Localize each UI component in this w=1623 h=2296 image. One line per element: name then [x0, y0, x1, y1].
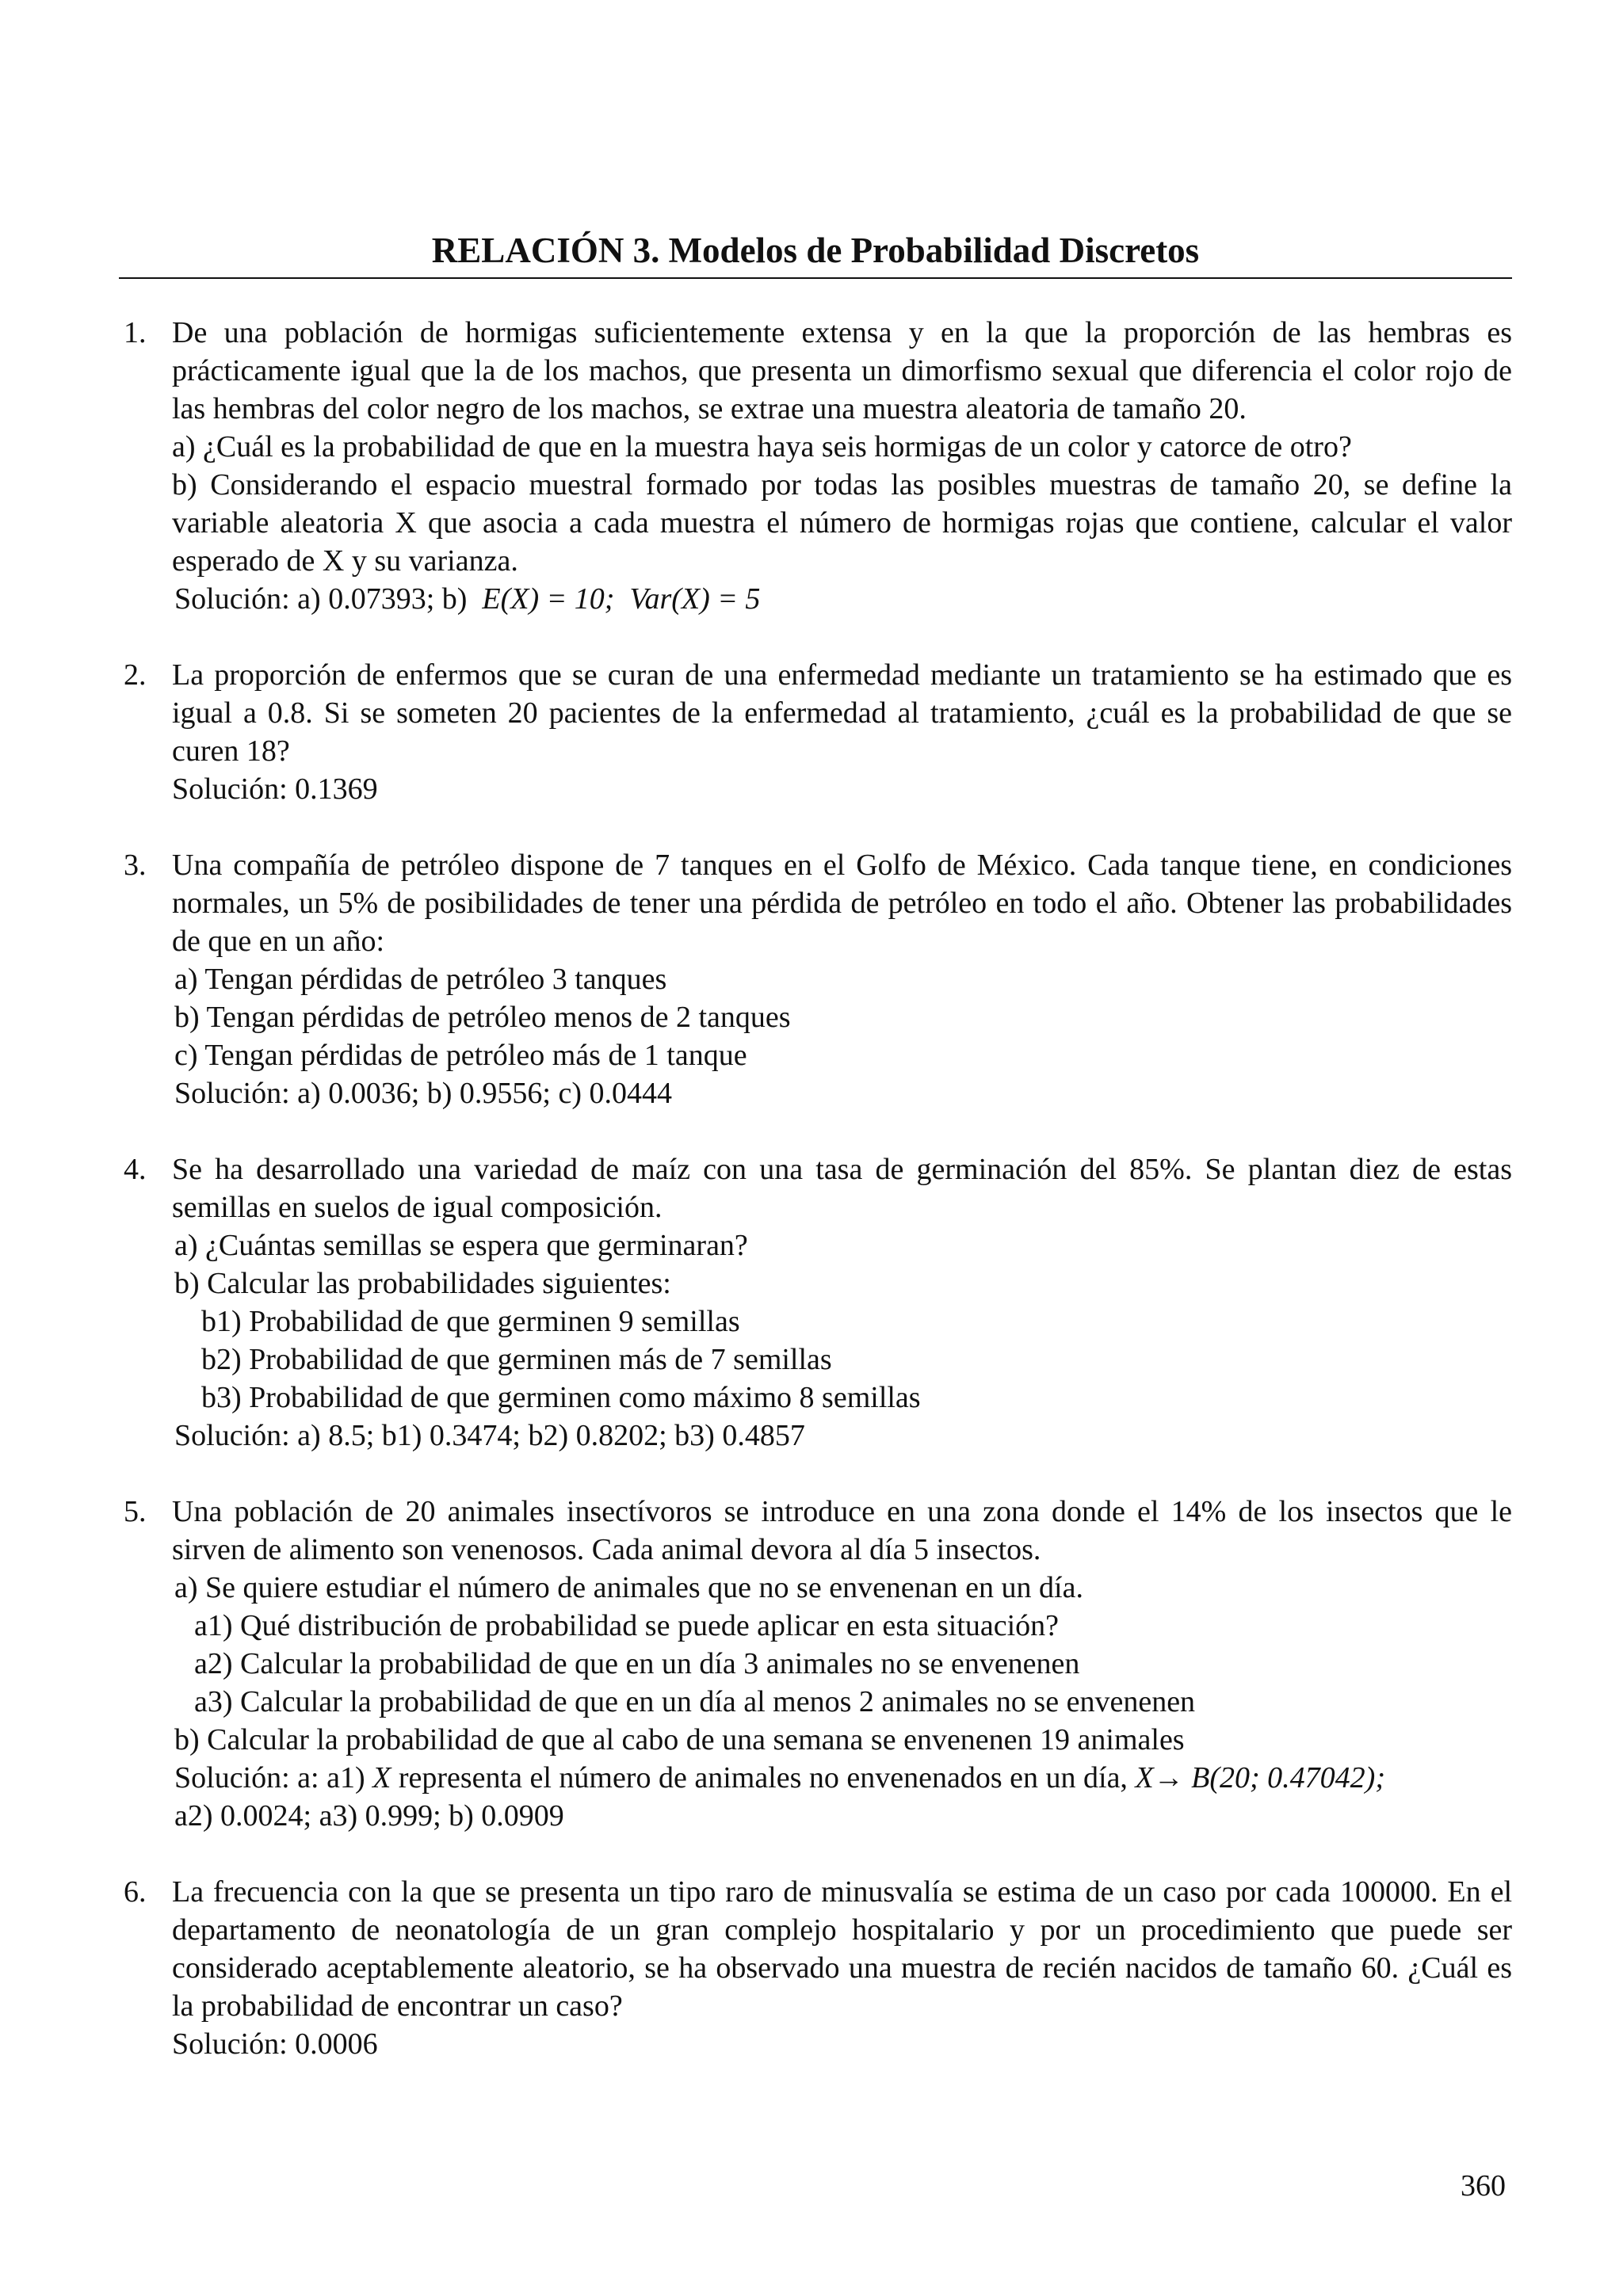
problem-item-a: a) ¿Cuántas semillas se espera que germinaran? — [174, 1229, 748, 1262]
problem-subitem-a1: a1) Qué distribución de probabilidad se puede aplicar en esta situación? — [194, 1609, 1060, 1642]
title-underline — [119, 277, 1512, 279]
problem-statement: Se ha desarrollado una variedad de maíz con una tasa de germinación del 85%. Se plantan diez de estas semillas en suelos de igual composición. — [172, 1153, 1512, 1224]
solution-text: representa el número de animales no envenenados en un día, — [398, 1761, 1128, 1794]
problem-statement: Una población de 20 animales insectívoros se introduce en una zona donde el 14% de los insectos que le sirven de alimento son venenosos. Cada animal devora al día 5 insectos. — [172, 1495, 1512, 1566]
problem-statement: De una población de hormigas suficientemente extensa y en la que la proporción de las hembras es prácticamente igual que la de los machos, que presenta un dimorfismo sexual que diferencia el color rojo de las hembras del color negro de los machos, se extrae una muestra aleatoria de tamaño 20. — [172, 316, 1512, 425]
problem-number: 5. — [124, 1495, 147, 1528]
problem-statement: La proporción de enfermos que se curan de una enfermedad mediante un tratamiento se ha estimado que es igual a 0.8. Si se someten 20 pacientes de la enfermedad al tratamiento, ¿cuál es la probabilidad de que se curen 18? — [172, 658, 1512, 768]
problem-subitem-a3: a3) Calcular la probabilidad de que en un día al menos 2 animales no se envenenen — [194, 1685, 1196, 1718]
problem-number: 2. — [124, 658, 147, 692]
solution-line — [172, 580, 1512, 618]
problem-item-a: a) Tengan pérdidas de petróleo 3 tanques — [174, 963, 667, 996]
problem-item-b: b) Calcular las probabilidades siguientes: — [174, 1267, 671, 1300]
problem-number: 1. — [124, 316, 147, 349]
problem-3 — [119, 846, 1512, 1112]
variance-formula: Var(X) = 5 — [629, 582, 761, 616]
problem-subitem-b3: b3) Probabilidad de que germinen como máximo 8 semillas — [201, 1381, 921, 1414]
distribution-formula: X→ B(20; 0.47042); — [1135, 1761, 1385, 1794]
problem-item-b: b) Considerando el espacio muestral formado por todas las posibles muestras de tamaño 20, se define la variable aleatoria X que asocia a cada muestra el número de hormigas rojas que contiene, calcular el valor esperado de X y su varianza. — [172, 468, 1512, 578]
solution-line: Solución: 0.0006 — [172, 2027, 378, 2061]
problem-subitem-b2: b2) Probabilidad de que germinen más de 7 semillas — [201, 1343, 832, 1376]
page-title: RELACIÓN 3. Modelos de Probabilidad Discretos — [431, 231, 1200, 270]
solution-line — [172, 1759, 1512, 1797]
solution-line: Solución: a) 8.5; b1) 0.3474; b2) 0.8202; b3) 0.4857 — [174, 1419, 805, 1452]
problem-1 — [119, 314, 1512, 618]
problem-subitem-b1: b1) Probabilidad de que germinen 9 semillas — [201, 1305, 740, 1338]
solution-line: Solución: 0.1369 — [172, 772, 378, 806]
problem-item-b: b) Calcular la probabilidad de que al cabo de una semana se envenenen 19 animales — [174, 1723, 1185, 1756]
solution-text: Solución: a: a1) — [174, 1761, 365, 1794]
problem-5 — [119, 1493, 1512, 1835]
solution-line-2: a2) 0.0024; a3) 0.999; b) 0.0909 — [174, 1799, 564, 1833]
problem-number: 6. — [124, 1875, 147, 1909]
page-number: 360 — [1461, 2169, 1506, 2203]
expected-value-formula: E(X) = 10; — [482, 582, 615, 616]
problem-number: 3. — [124, 849, 147, 882]
solution-text: Solución: a) 0.07393; b) — [174, 582, 468, 616]
problem-2 — [119, 656, 1512, 808]
problem-4 — [119, 1150, 1512, 1455]
problem-item-a: a) Se quiere estudiar el número de animales que no se envenenan en un día. — [174, 1571, 1083, 1604]
problem-6 — [119, 1873, 1512, 2063]
solution-line: Solución: a) 0.0036; b) 0.9556; c) 0.0444 — [174, 1077, 672, 1110]
problem-item-a: a) ¿Cuál es la probabilidad de que en la muestra haya seis hormigas de un color y catorce de otro? — [172, 430, 1352, 463]
problem-subitem-a2: a2) Calcular la probabilidad de que en un día 3 animales no se envenenen — [194, 1647, 1080, 1680]
problem-statement: La frecuencia con la que se presenta un tipo raro de minusvalía se estima de un caso por cada 100000. En el departamento de neonatología de un gran complejo hospitalario y por un procedimiento que puede ser considerado aceptablemente aleatorio, se ha observado una muestra de recién nacidos de tamaño 60. ¿Cuál es la probabilidad de encontrar un caso? — [172, 1875, 1512, 2023]
problem-item-b: b) Tengan pérdidas de petróleo menos de 2 tanques — [174, 1001, 791, 1034]
problem-number: 4. — [124, 1153, 147, 1186]
random-variable-symbol: X — [372, 1761, 391, 1794]
problem-item-c: c) Tengan pérdidas de petróleo más de 1 tanque — [174, 1039, 747, 1072]
problem-statement: Una compañía de petróleo dispone de 7 tanques en el Golfo de México. Cada tanque tiene, en condiciones normales, un 5% de posibilidades de tener una pérdida de petróleo en todo el año. Obtener las probabilidades de que en un año: — [172, 849, 1512, 958]
problem-list — [119, 314, 1512, 2101]
